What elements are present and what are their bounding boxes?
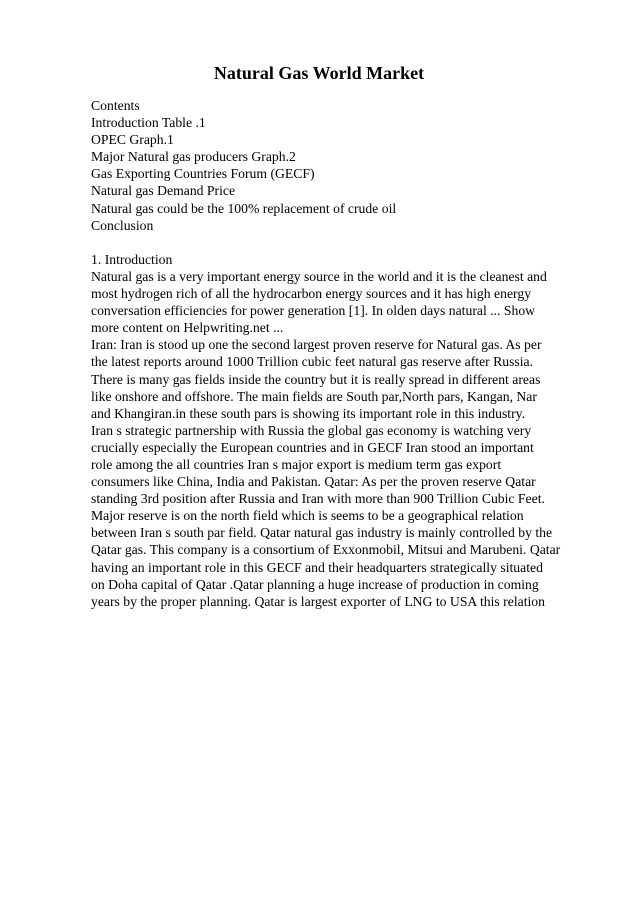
paragraph-line: most hydrogen rich of all the hydrocarbon energy sources and it has high energy (91, 286, 532, 302)
introduction-paragraph (91, 268, 601, 610)
paragraph-line: Iran s strategic partnership with Russia the global gas economy is watching very (91, 422, 532, 438)
paragraph-line: the latest reports around 1000 Trillion cubic feet natural gas reserve after Russia. (91, 354, 534, 370)
paragraph-line: conversation efficiencies for power generation [1]. In olden days natural ... Show (91, 303, 536, 319)
contents-item: OPEC Graph.1 (91, 132, 174, 148)
paragraph-line: Iran: Iran is stood up one the second largest proven reserve for Natural gas. As per (91, 337, 542, 353)
contents-list (91, 97, 601, 234)
paragraph-line: crucially especially the European countries and in GECF Iran stood an important (91, 439, 534, 455)
document-body (91, 97, 601, 610)
paragraph-line: on Doha capital of Qatar .Qatar planning a huge increase of production in coming (91, 576, 539, 592)
contents-item: Gas Exporting Countries Forum (GECF) (91, 166, 315, 182)
paragraph-line: consumers like China, India and Pakistan. Qatar: As per the proven reserve Qatar (91, 474, 536, 490)
paragraph-line: like onshore and offshore. The main fields are South par,North pars, Kangan, Nar (91, 388, 537, 404)
contents-item: Natural gas Demand Price (91, 183, 236, 199)
paragraph-line: There is many gas fields inside the country but it is really spread in different areas (91, 371, 541, 387)
paragraph-line: years by the proper planning. Qatar is largest exporter of LNG to USA this relation (91, 593, 545, 609)
contents-item: Conclusion (91, 217, 154, 233)
paragraph-line: Qatar gas. This company is a consortium of Exxonmobil, Mitsui and Marubeni. Qatar (91, 542, 561, 558)
paragraph-line: more content on Helpwriting.net ... (91, 320, 284, 336)
document-title: Natural Gas World Market (213, 63, 425, 83)
contents-item: Introduction Table .1 (91, 115, 206, 131)
paragraph-line: Major reserve is on the north field which is seems to be a geographical relation (91, 508, 524, 524)
paragraph-line: standing 3rd position after Russia and Iran with more than 900 Trillion Cubic Feet. (91, 491, 545, 507)
paragraph-line: Natural gas is a very important energy source in the world and it is the cleanest and (91, 268, 547, 284)
paragraph-line: between Iran s south par field. Qatar natural gas industry is mainly controlled by the (91, 525, 553, 541)
section-heading: 1. Introduction (91, 251, 173, 267)
paragraph-line: having an important role in this GECF and their headquarters strategically situated (91, 559, 543, 575)
paragraph-line: and Khangiran.in these south pars is showing its important role in this industry. (91, 405, 526, 421)
paragraph-line: role among the all countries Iran s major export is medium term gas export (91, 456, 502, 472)
contents-item: Natural gas could be the 100% replacement of crude oil (91, 200, 397, 216)
contents-item: Major Natural gas producers Graph.2 (91, 149, 296, 165)
spacer (91, 234, 601, 251)
contents-heading: Contents (91, 98, 140, 113)
